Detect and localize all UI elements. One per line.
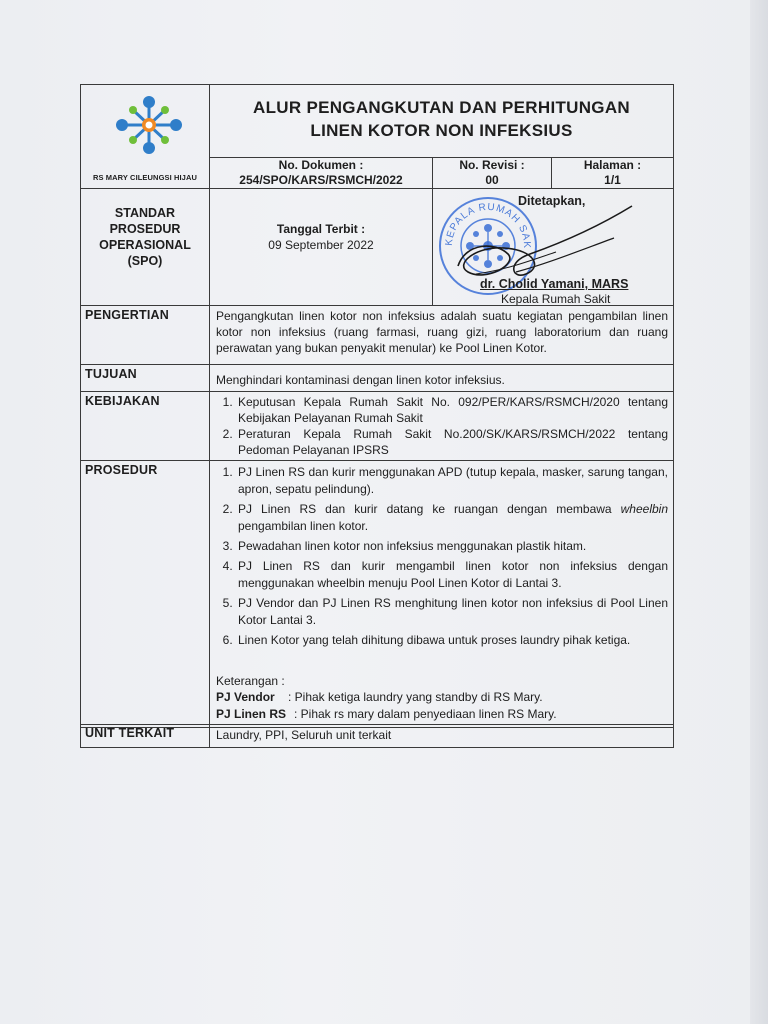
- page-label: Halaman :: [583, 158, 642, 172]
- prosedur-item: 5. PJ Vendor dan PJ Linen RS menghitung linen kotor non infeksius di Pool Linen Kotor Lantai 3.: [236, 595, 668, 629]
- page-edge-shadow: [750, 0, 768, 1024]
- prosedur-item: 6. Linen Kotor yang telah dihitung dibawa untuk proses laundry pihak ketiga.: [236, 632, 668, 649]
- unit-label: UNIT TERKAIT: [85, 726, 175, 740]
- spo-line1: STANDAR: [114, 206, 176, 220]
- kebijakan-label: KEBIJAKAN: [85, 394, 160, 408]
- prosedur-label-cell: [80, 460, 210, 728]
- keterangan-linen-desc: : Pihak rs mary dalam penyediaan linen RS Mary.: [294, 707, 557, 721]
- page-value: 1/1: [604, 173, 621, 187]
- tujuan-label: TUJUAN: [85, 367, 137, 381]
- signer-title: Kepala Rumah Sakit: [501, 292, 611, 306]
- issue-date-label: Tanggal Terbit :: [276, 222, 366, 236]
- spo-line3: OPERASIONAL: [99, 238, 191, 252]
- spo-line4: (SPO): [127, 254, 163, 268]
- keterangan-linen-row: [216, 707, 557, 722]
- kebijakan-list: [216, 394, 668, 458]
- issue-date-value: 09 September 2022: [268, 238, 374, 252]
- approved-label: Ditetapkan,: [518, 194, 586, 208]
- keterangan-vendor-term: PJ Vendor: [216, 690, 275, 704]
- prosedur-list: [216, 464, 668, 649]
- signer-name: dr. Cholid Yamani, MARS: [480, 277, 629, 291]
- spo-line2: PROSEDUR: [109, 222, 181, 236]
- spo-document: [80, 84, 674, 750]
- prosedur-item: 1. PJ Linen RS dan kurir menggunakan APD (tutup kepala, masker, sarung tangan, apron, sepatu pelindung).: [236, 464, 668, 498]
- keterangan-vendor-row: [216, 690, 543, 705]
- kebijakan-item: 1. Keputusan Kepala Rumah Sakit No. 092/PER/KARS/RSMCH/2020 tentang Kebijakan Pelayanan Rumah Sakit: [236, 394, 668, 426]
- keterangan-vendor-desc: : Pihak ketiga laundry yang standby di RS Mary.: [288, 690, 543, 704]
- keterangan-label: Keterangan :: [216, 674, 285, 688]
- revision-label: No. Revisi :: [459, 158, 525, 172]
- unit-text: Laundry, PPI, Seluruh unit terkait: [216, 728, 392, 742]
- document-title-line2: LINEN KOTOR NON INFEKSIUS: [310, 121, 573, 140]
- revision-value: 00: [485, 173, 499, 187]
- pengertian-text: Pengangkutan linen kotor non infeksius adalah suatu kegiatan pengambilan linen kotor non infeksius (ruang farmasi, ruang gizi, ruang laboratorium dan ruang perawatan yang bukan penyakit menular) ke Pool Linen Kotor.: [216, 309, 668, 355]
- kebijakan-item: 2. Peraturan Kepala Rumah Sakit No.200/SK/KARS/RSMCH/2022 tentang Pedoman Pelayanan IPSRS: [236, 426, 668, 458]
- hospital-name: RS MARY CILEUNGSI HIJAU: [93, 173, 197, 182]
- pengertian-label: PENGERTIAN: [85, 308, 169, 322]
- prosedur-label: PROSEDUR: [85, 463, 158, 477]
- doc-number-label: No. Dokumen :: [278, 158, 364, 172]
- tujuan-text: Menghindari kontaminasi dengan linen kotor infeksius.: [216, 373, 505, 387]
- prosedur-item: 4. PJ Linen RS dan kurir mengambil linen kotor non infeksius dengan menggunakan wheelbin menuju Pool Linen Kotor di Lantai 3.: [236, 558, 668, 592]
- document-title-line1: ALUR PENGANGKUTAN DAN PERHITUNGAN: [253, 98, 630, 117]
- keterangan-linen-term: PJ Linen RS: [216, 707, 287, 721]
- prosedur-item: 3. Pewadahan linen kotor non infeksius menggunakan plastik hitam.: [236, 538, 668, 555]
- stamp-text: KEPALA RUMAH SAK: [443, 201, 533, 250]
- doc-number-value: 254/SPO/KARS/RSMCH/2022: [239, 173, 403, 187]
- prosedur-item: 2. PJ Linen RS dan kurir datang ke ruangan dengan membawa wheelbin pengambilan linen kotor.: [236, 501, 668, 535]
- molecule-logo-icon: [114, 94, 184, 156]
